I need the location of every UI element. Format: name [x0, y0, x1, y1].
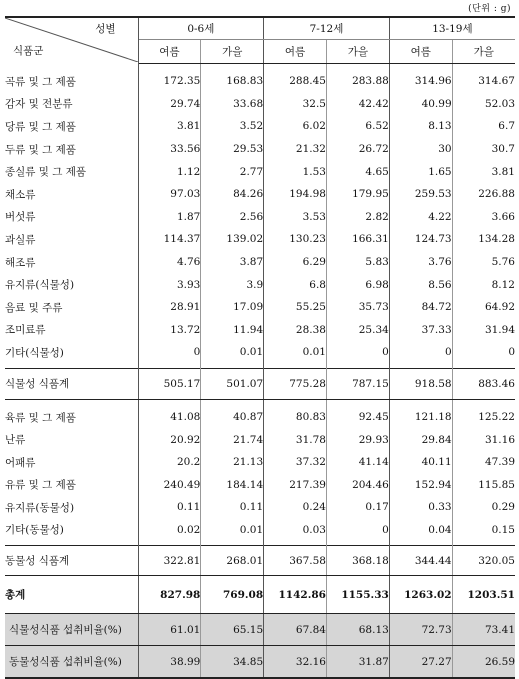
value-cell: 0: [452, 341, 515, 368]
row-label: 음료 및 주류: [5, 301, 63, 314]
value-cell: 6.8: [264, 273, 327, 296]
header-corner-cell: [5, 17, 138, 64]
table-row: [5, 251, 515, 274]
row-label: 채소류: [5, 188, 36, 201]
value-cell: 166.31: [326, 228, 389, 251]
value-cell: 0.15: [452, 519, 515, 546]
value-cell: 130.23: [264, 228, 327, 251]
value-cell: 184.14: [201, 474, 264, 497]
season-header: 여름: [389, 40, 452, 64]
grand-total-row: [5, 576, 515, 614]
table-row: [5, 160, 515, 183]
value-cell: 314.96: [389, 64, 452, 93]
corner-header-food-group: 식품군: [13, 44, 44, 57]
row-label: 식물성식품 섭취비율(%): [5, 614, 138, 646]
value-cell: 204.46: [326, 474, 389, 497]
value-cell: 29.74: [138, 93, 201, 116]
value-cell: 268.01: [201, 546, 264, 576]
value-cell: 0.03: [264, 519, 327, 546]
value-cell: 1.12: [138, 160, 201, 183]
value-cell: 25.34: [326, 319, 389, 342]
row-label: 동물성식품 섭취비율(%): [5, 646, 138, 679]
value-cell: 0.29: [452, 496, 515, 519]
value-cell: 367.58: [264, 546, 327, 576]
value-cell: 55.25: [264, 296, 327, 319]
value-cell: 259.53: [389, 183, 452, 206]
value-cell: 0: [326, 341, 389, 368]
value-cell: 64.92: [452, 296, 515, 319]
value-cell: 240.49: [138, 474, 201, 497]
food-intake-table: [5, 16, 515, 679]
value-cell: 1263.02: [389, 576, 452, 614]
row-label: 두류 및 그 제품: [5, 143, 76, 156]
value-cell: 42.42: [326, 93, 389, 116]
row-label: 종실류 및 그 제품: [5, 166, 87, 179]
table-row: [5, 183, 515, 206]
table-row: [5, 64, 515, 93]
value-cell: 26.59: [452, 646, 515, 679]
value-cell: 314.67: [452, 64, 515, 93]
value-cell: 31.87: [326, 646, 389, 679]
value-cell: 31.78: [264, 428, 327, 451]
table-row: [5, 206, 515, 229]
row-label: 어패류: [5, 456, 36, 469]
value-cell: 0.01: [201, 341, 264, 368]
value-cell: 344.44: [389, 546, 452, 576]
value-cell: 92.45: [326, 399, 389, 428]
value-cell: 47.39: [452, 451, 515, 474]
value-cell: 1203.51: [452, 576, 515, 614]
value-cell: 827.98: [138, 576, 201, 614]
table-row: [5, 115, 515, 138]
value-cell: 28.38: [264, 319, 327, 342]
value-cell: 29.53: [201, 138, 264, 161]
table-row: [5, 93, 515, 116]
table-row: [5, 273, 515, 296]
table-row: [5, 428, 515, 451]
value-cell: 3.66: [452, 206, 515, 229]
value-cell: 6.29: [264, 251, 327, 274]
table-row: [5, 341, 515, 368]
season-header: 여름: [264, 40, 327, 64]
row-label: 기타(식물성): [5, 346, 64, 359]
age-group-header: 7-12세: [264, 17, 390, 40]
value-cell: 40.11: [389, 451, 452, 474]
value-cell: 0: [389, 341, 452, 368]
value-cell: 33.68: [201, 93, 264, 116]
value-cell: 68.13: [326, 614, 389, 646]
value-cell: 505.17: [138, 368, 201, 399]
value-cell: 139.02: [201, 228, 264, 251]
value-cell: 0.11: [201, 496, 264, 519]
value-cell: 40.99: [389, 93, 452, 116]
value-cell: 3.76: [389, 251, 452, 274]
row-label: 난류: [5, 434, 26, 447]
table-row: [5, 474, 515, 497]
value-cell: 6.7: [452, 115, 515, 138]
value-cell: 32.16: [264, 646, 327, 679]
row-label: 유지류(동물성): [5, 501, 75, 514]
value-cell: 0: [326, 519, 389, 546]
value-cell: 84.72: [389, 296, 452, 319]
value-cell: 21.13: [201, 451, 264, 474]
value-cell: 84.26: [201, 183, 264, 206]
corner-header-gender: 성별: [95, 23, 116, 35]
value-cell: 0.01: [201, 519, 264, 546]
row-label: 총계: [5, 576, 138, 614]
value-cell: 38.99: [138, 646, 201, 679]
value-cell: 0.17: [326, 496, 389, 519]
value-cell: 320.05: [452, 546, 515, 576]
value-cell: 33.56: [138, 138, 201, 161]
value-cell: 121.18: [389, 399, 452, 428]
value-cell: 168.83: [201, 64, 264, 93]
value-cell: 20.92: [138, 428, 201, 451]
row-label: 유지류(식물성): [5, 279, 75, 292]
value-cell: 27.27: [389, 646, 452, 679]
value-cell: 73.41: [452, 614, 515, 646]
value-cell: 4.65: [326, 160, 389, 183]
value-cell: 1.87: [138, 206, 201, 229]
value-cell: 4.76: [138, 251, 201, 274]
value-cell: 32.5: [264, 93, 327, 116]
row-label: 버섯류: [5, 211, 36, 224]
value-cell: 20.2: [138, 451, 201, 474]
value-cell: 918.58: [389, 368, 452, 399]
value-cell: 775.28: [264, 368, 327, 399]
value-cell: 172.35: [138, 64, 201, 93]
value-cell: 8.13: [389, 115, 452, 138]
row-label: 육류 및 그 제품: [5, 411, 76, 424]
value-cell: 6.52: [326, 115, 389, 138]
value-cell: 0.01: [264, 341, 327, 368]
value-cell: 2.56: [201, 206, 264, 229]
value-cell: 769.08: [201, 576, 264, 614]
value-cell: 37.32: [264, 451, 327, 474]
value-cell: 61.01: [138, 614, 201, 646]
value-cell: 41.14: [326, 451, 389, 474]
value-cell: 1142.86: [264, 576, 327, 614]
value-cell: 4.22: [389, 206, 452, 229]
row-label: 기타(동물성): [5, 524, 64, 537]
row-label: 유류 및 그 제품: [5, 479, 76, 492]
value-cell: 26.72: [326, 138, 389, 161]
value-cell: 31.16: [452, 428, 515, 451]
value-cell: 65.15: [201, 614, 264, 646]
value-cell: 97.03: [138, 183, 201, 206]
value-cell: 30: [389, 138, 452, 161]
value-cell: 29.93: [326, 428, 389, 451]
value-cell: 5.76: [452, 251, 515, 274]
value-cell: 787.15: [326, 368, 389, 399]
season-header: 가을: [452, 40, 515, 64]
value-cell: 0.04: [389, 519, 452, 546]
value-cell: 31.94: [452, 319, 515, 342]
row-label: 과실류: [5, 233, 36, 246]
value-cell: 883.46: [452, 368, 515, 399]
value-cell: 0.24: [264, 496, 327, 519]
value-cell: 114.37: [138, 228, 201, 251]
table-row: [5, 228, 515, 251]
table-row: [5, 138, 515, 161]
value-cell: 6.98: [326, 273, 389, 296]
value-cell: 8.56: [389, 273, 452, 296]
value-cell: 3.53: [264, 206, 327, 229]
value-cell: 2.82: [326, 206, 389, 229]
value-cell: 152.94: [389, 474, 452, 497]
value-cell: 115.85: [452, 474, 515, 497]
value-cell: 226.88: [452, 183, 515, 206]
value-cell: 2.77: [201, 160, 264, 183]
value-cell: 288.45: [264, 64, 327, 93]
value-cell: 35.73: [326, 296, 389, 319]
value-cell: 368.18: [326, 546, 389, 576]
season-header: 가을: [201, 40, 264, 64]
value-cell: 0: [138, 341, 201, 368]
value-cell: 283.88: [326, 64, 389, 93]
row-label: 식물성 식품계: [5, 368, 138, 399]
value-cell: 1.65: [389, 160, 452, 183]
value-cell: 37.33: [389, 319, 452, 342]
age-group-header: 0-6세: [138, 17, 264, 40]
value-cell: 124.73: [389, 228, 452, 251]
value-cell: 0.33: [389, 496, 452, 519]
value-cell: 3.93: [138, 273, 201, 296]
plant-subtotal-row: [5, 368, 515, 399]
season-header: 여름: [138, 40, 201, 64]
value-cell: 501.07: [201, 368, 264, 399]
value-cell: 34.85: [201, 646, 264, 679]
table-row: [5, 519, 515, 546]
row-label: 동물성 식품계: [5, 546, 138, 576]
value-cell: 72.73: [389, 614, 452, 646]
row-label: 감자 및 전분류: [5, 98, 73, 111]
value-cell: 29.84: [389, 428, 452, 451]
value-cell: 8.12: [452, 273, 515, 296]
value-cell: 3.81: [138, 115, 201, 138]
value-cell: 3.9: [201, 273, 264, 296]
unit-note: (단위 : g): [468, 4, 511, 14]
value-cell: 0.11: [138, 496, 201, 519]
value-cell: 217.39: [264, 474, 327, 497]
age-group-header: 13-19세: [389, 17, 515, 40]
animal-ratio-row: [5, 646, 515, 679]
row-label: 해조류: [5, 256, 36, 269]
value-cell: 194.98: [264, 183, 327, 206]
row-label: 조미료류: [5, 324, 46, 337]
animal-subtotal-row: [5, 546, 515, 576]
value-cell: 52.03: [452, 93, 515, 116]
value-cell: 28.91: [138, 296, 201, 319]
season-header: 가을: [326, 40, 389, 64]
value-cell: 322.81: [138, 546, 201, 576]
value-cell: 3.52: [201, 115, 264, 138]
table-row: [5, 399, 515, 428]
value-cell: 3.87: [201, 251, 264, 274]
value-cell: 21.32: [264, 138, 327, 161]
row-label: 곡류 및 그 제품: [5, 75, 76, 88]
row-label: 당류 및 그 제품: [5, 120, 76, 133]
table-row: [5, 319, 515, 342]
value-cell: 11.94: [201, 319, 264, 342]
value-cell: 30.7: [452, 138, 515, 161]
value-cell: 6.02: [264, 115, 327, 138]
value-cell: 1.53: [264, 160, 327, 183]
value-cell: 134.28: [452, 228, 515, 251]
value-cell: 1155.33: [326, 576, 389, 614]
table-row: [5, 451, 515, 474]
value-cell: 179.95: [326, 183, 389, 206]
value-cell: 17.09: [201, 296, 264, 319]
value-cell: 125.22: [452, 399, 515, 428]
value-cell: 80.83: [264, 399, 327, 428]
value-cell: 40.87: [201, 399, 264, 428]
value-cell: 21.74: [201, 428, 264, 451]
value-cell: 13.72: [138, 319, 201, 342]
table-row: [5, 296, 515, 319]
value-cell: 5.83: [326, 251, 389, 274]
plant-ratio-row: [5, 614, 515, 646]
value-cell: 0.02: [138, 519, 201, 546]
value-cell: 3.81: [452, 160, 515, 183]
value-cell: 41.08: [138, 399, 201, 428]
value-cell: 67.84: [264, 614, 327, 646]
table-row: [5, 496, 515, 519]
